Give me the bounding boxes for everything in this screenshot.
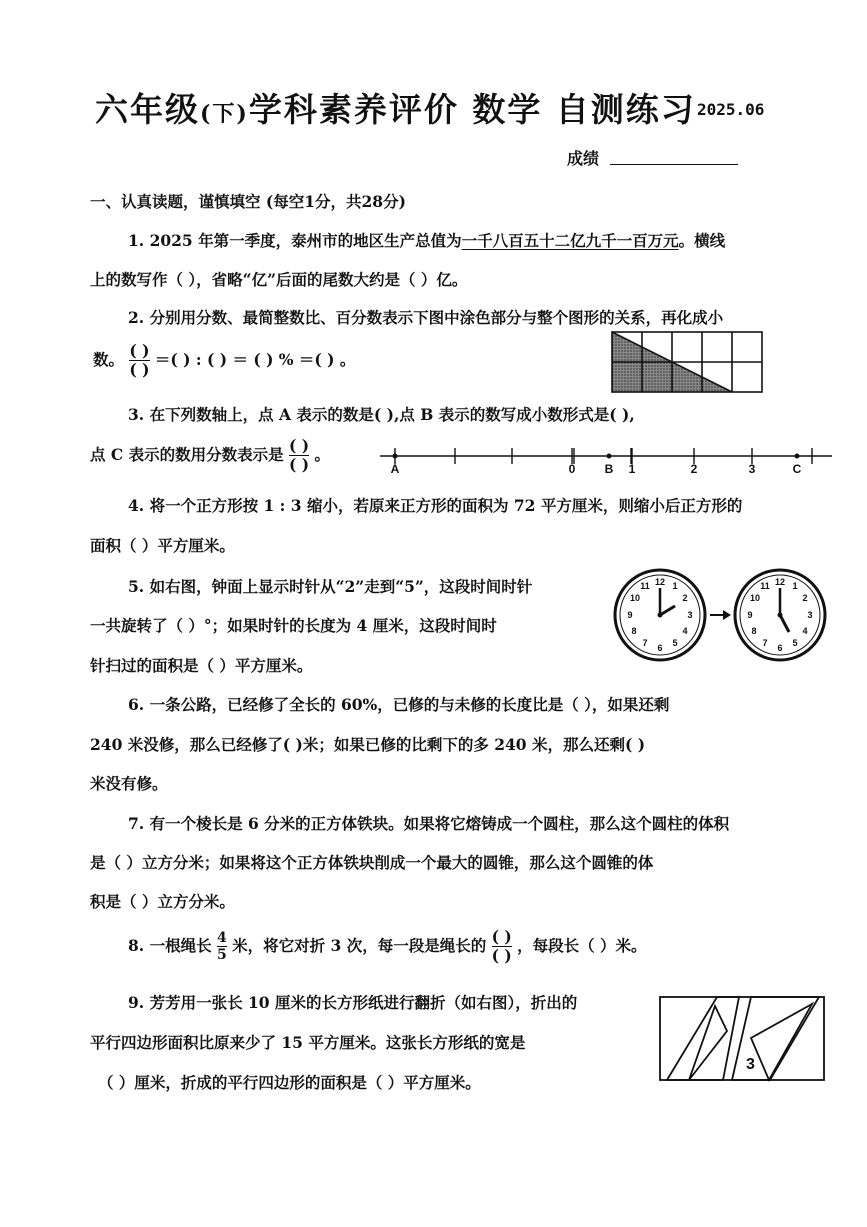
svg-text:8: 8 (631, 626, 637, 636)
svg-text:10: 10 (749, 593, 761, 603)
svg-text:2: 2 (682, 593, 688, 603)
q2-prefix: 数。 (93, 349, 125, 369)
q9-line1: 9. 芳芳用一张长 10 厘米的长方形纸进行翻折（如右图），折出的 (128, 993, 578, 1012)
q2-frac-den: ( ) (129, 360, 150, 380)
q3-tail: 。 (314, 444, 331, 464)
q6-line3: 米没有修。 (90, 774, 168, 793)
score-blank[interactable] (610, 164, 738, 165)
svg-text:3: 3 (807, 610, 813, 620)
svg-text:7: 7 (762, 638, 768, 648)
svg-text:5: 5 (672, 638, 678, 648)
label-1: 1 (628, 462, 636, 476)
q4-line2[interactable]: 面积（ ）平方厘米。 (90, 536, 235, 555)
figure-label: 3 (746, 1056, 755, 1073)
q6-line1[interactable]: 6. 一条公路，已经修了全长的 60%，已修的与未修的长度比是（ ），如果还剩 (128, 695, 670, 714)
shaded-grid-figure (612, 332, 762, 394)
point-c (795, 454, 800, 459)
q8-length-num: 4 (216, 929, 227, 946)
svg-text:5: 5 (792, 638, 798, 648)
label-2: 2 (690, 462, 698, 476)
q7-line3[interactable]: 积是（ ）立方分米。 (90, 892, 235, 911)
svg-text:9: 9 (627, 610, 633, 620)
svg-text:8: 8 (751, 626, 757, 636)
number-line (380, 440, 835, 480)
svg-text:12: 12 (774, 577, 786, 587)
q9-line2: 平行四边形面积比原来少了 15 平方厘米。这张长方形纸的宽是 (90, 1033, 526, 1052)
score-label: 成绩 (567, 149, 600, 168)
label-3: 3 (748, 462, 756, 476)
q8-text-b: 米，将它对折 3 次，每一段是绳长的 (232, 935, 487, 955)
clock-figure (613, 568, 827, 662)
svg-text:4: 4 (682, 626, 688, 636)
point-b (607, 454, 612, 459)
point-a (393, 454, 398, 459)
label-c: C (792, 462, 802, 476)
svg-text:10: 10 (629, 593, 641, 603)
q8-text-c: ，每段长（ ）米。 (517, 935, 647, 955)
label-b: B (604, 462, 614, 476)
q4-line1: 4. 将一个正方形按 1 : 3 缩小，若原来正方形的面积为 72 平方厘米，则缩小后正方形的 (128, 496, 743, 515)
svg-text:4: 4 (802, 626, 808, 636)
q9-line3[interactable]: （ ）厘米，折成的平行四边形的面积是（ ）平方厘米。 (98, 1073, 481, 1092)
q8-fraction-blank[interactable] (492, 929, 512, 965)
q2-fraction-blank[interactable] (129, 343, 149, 379)
q1-line1 (128, 229, 725, 251)
q7-line1: 7. 有一个棱长是 6 分米的正方体铁块。如果将它熔铸成一个圆柱，那么这个圆柱的体积 (128, 814, 730, 833)
q2-line1: 2. 分别用分数、最简整数比、百分数表示下图中涂色部分与整个图形的关系，再化成小 (128, 308, 724, 327)
svg-text:12: 12 (654, 577, 666, 587)
q3-line1[interactable]: 3. 在下列数轴上，点 A 表示的数是( ),点 B 表示的数写成小数形式是( ), (128, 405, 635, 424)
svg-text:1: 1 (792, 581, 798, 591)
q8-text-a: 8. 一根绳长 (128, 935, 212, 955)
title-term: (下) (200, 101, 249, 127)
label-0: 0 (568, 462, 576, 476)
exam-date: 2025.06 (697, 100, 765, 119)
folded-paper-figure (659, 996, 825, 1082)
svg-text:11: 11 (640, 581, 650, 591)
q3-frac-den: ( ) (289, 455, 310, 475)
q2-rest: ＝( ) : ( ) ＝ ( ) % ＝( ) 。 (154, 349, 356, 369)
q2-frac-num: ( ) (129, 341, 150, 360)
svg-text:6: 6 (657, 643, 663, 653)
q6-line2[interactable]: 240 米没修，那么已经修了( )米；如果已修的比剩下的多 240 米，那么还剩( ) (90, 735, 646, 754)
svg-text:2: 2 (802, 593, 808, 603)
svg-text:9: 9 (747, 610, 753, 620)
title-rest: 学科素养评价 数学 自测练习 (248, 90, 696, 129)
q2-line2[interactable] (93, 343, 355, 379)
page-title (95, 84, 696, 131)
q3-fraction-blank[interactable] (289, 438, 309, 474)
q5-line1: 5. 如右图，钟面上显示时针从“2”走到“5”，这段时间时针 (128, 577, 533, 596)
title-grade: 六年级 (95, 90, 200, 129)
q1-line2[interactable]: 上的数写作（ ），省略“亿”后面的尾数大约是（ ）亿。 (90, 270, 468, 289)
section-heading: 一、认真读题，谨慎填空 (每空1分，共28分) (90, 192, 406, 211)
svg-text:1: 1 (672, 581, 678, 591)
label-a: A (390, 462, 400, 476)
q3-line2[interactable] (90, 438, 330, 474)
q3-text: 点 C 表示的数用分数表示是 (90, 444, 284, 464)
q3-frac-num: ( ) (289, 436, 310, 455)
q8-length-fraction (217, 931, 227, 963)
q5-line3[interactable]: 针扫过的面积是（ ）平方厘米。 (90, 656, 313, 675)
clock-after (735, 570, 825, 660)
q1-text-a: 1. 2025 年第一季度，泰州市的地区生产总值为 (128, 231, 462, 250)
svg-text:3: 3 (687, 610, 693, 620)
svg-text:7: 7 (642, 638, 648, 648)
clock-before (615, 570, 705, 660)
q7-line2[interactable]: 是（ ）立方分米；如果将这个正方体铁块削成一个最大的圆锥，那么这个圆锥的体 (90, 853, 654, 872)
svg-text:6: 6 (777, 643, 783, 653)
q5-line2[interactable]: 一共旋转了（ ）°；如果时针的长度为 4 厘米，这段时间时 (90, 616, 497, 635)
q8-line[interactable] (128, 929, 647, 965)
q8-length-den: 5 (216, 947, 227, 964)
q8-frac-den: ( ) (491, 946, 512, 966)
q1-underlined-number: 一千八百五十二亿九千一百万元 (461, 231, 679, 250)
q1-text-b: 。横线 (678, 231, 726, 250)
svg-text:11: 11 (760, 581, 770, 591)
q8-frac-num: ( ) (491, 927, 512, 946)
